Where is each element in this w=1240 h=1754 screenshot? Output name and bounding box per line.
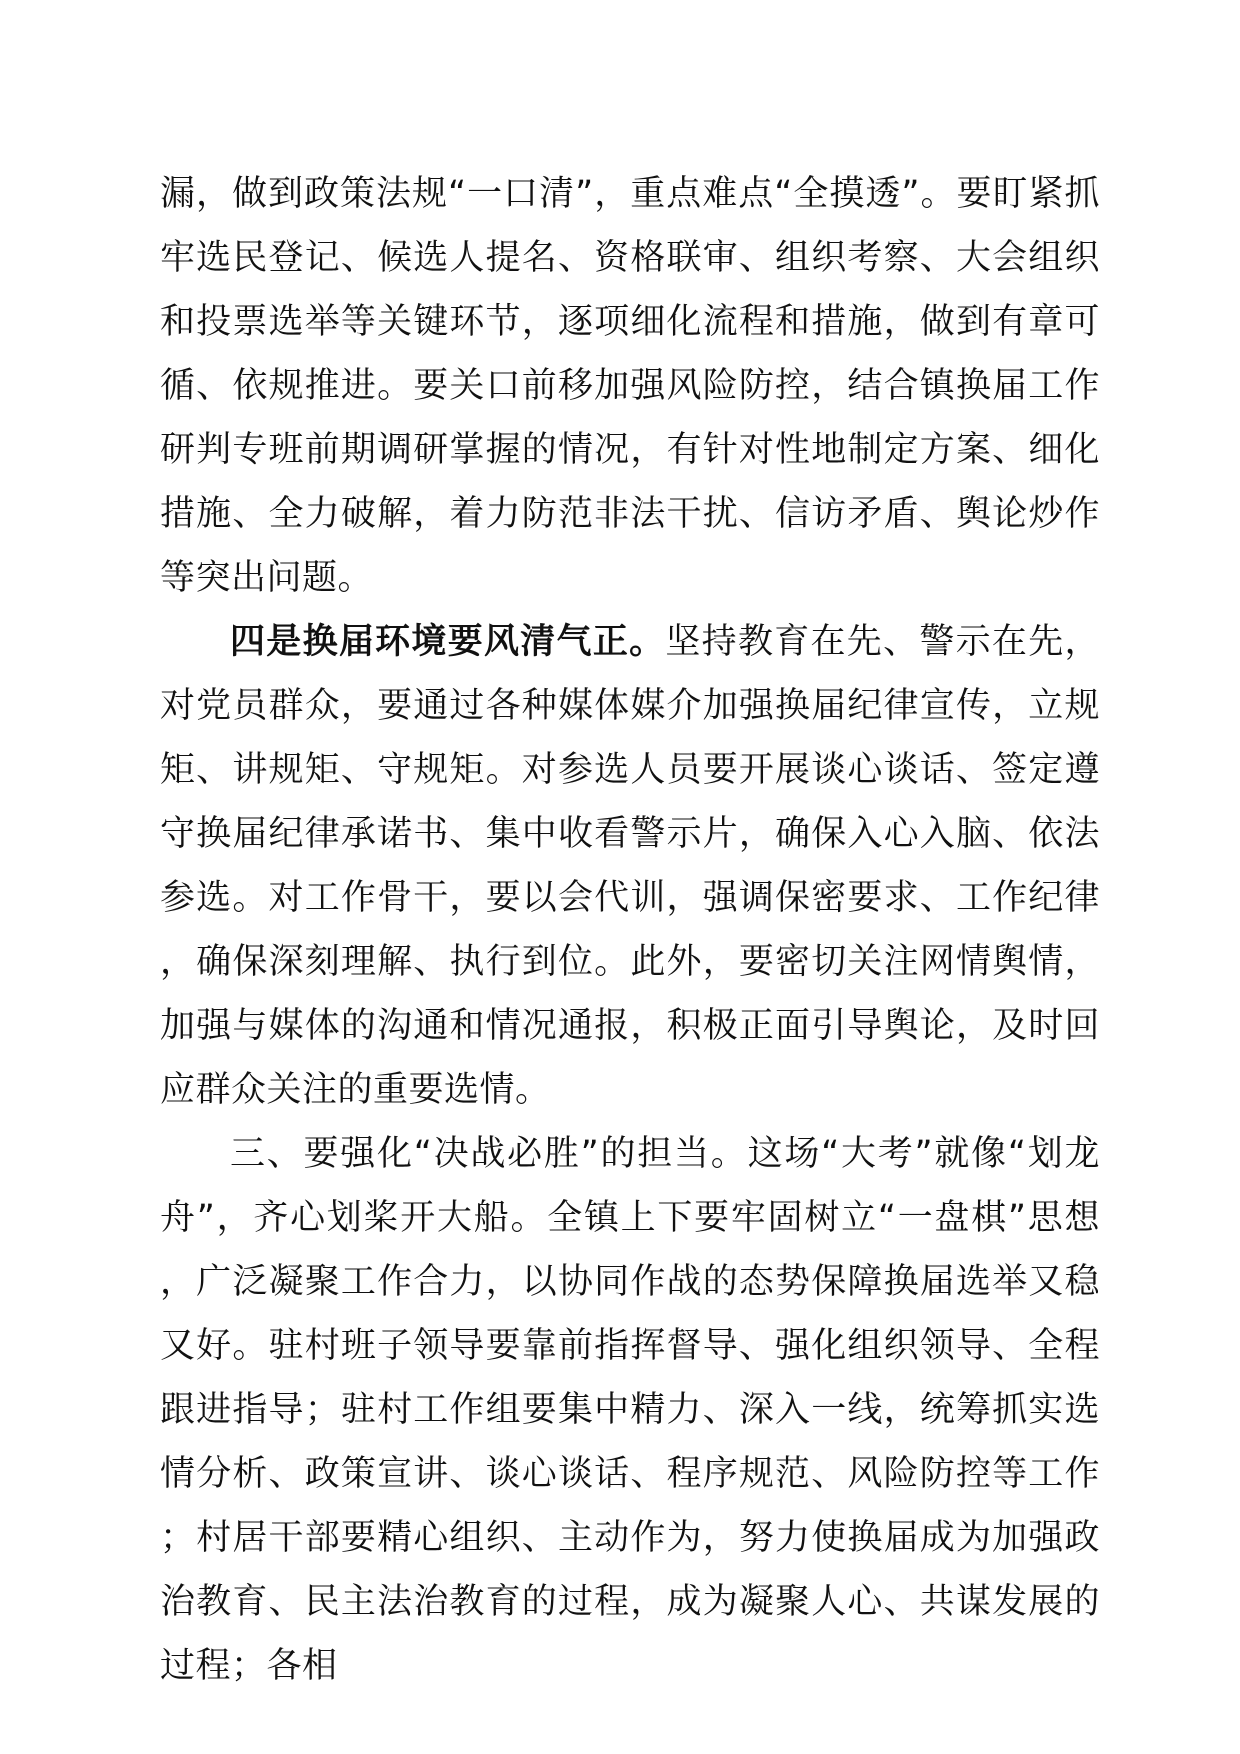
paragraph-text: 漏，做到政策法规“一口清”，重点难点“全摸透”。要盯紧抓牢选民登记、候选人提名、资格联审、组织考察、大会组织和投票选举等关键环节，逐项细化流程和措施，做到有章可循、依规推进。要关口前移加强风险防控，结合镇换届工作研判专班前期调研掌握的情况，有针对性地制定方案、细化措施、全力破解，着力防范非法干扰、信访矛盾、舆论炒作等突出问题。 [160,174,1100,598]
paragraph-election-environment [160,610,1100,1122]
paragraph-text: 坚持教育在先、警示在先，对党员群众，要通过各种媒体媒介加强换届纪律宣传，立规矩、讲规矩、守规矩。对参选人员要开展谈心谈话、签定遵守换届纪律承诺书、集中收看警示片，确保入心入脑、依法参选。对工作骨干，要以会代训，强调保密要求、工作纪律，确保深刻理解、执行到位。此外，要密切关注网情舆情，加强与媒体的沟通和情况通报，积极正面引导舆论，及时回应群众关注的重要选情。 [160,622,1100,1110]
paragraph-section-three [160,1122,1100,1698]
paragraph-text: 三、要强化“决战必胜”的担当。这场“大考”就像“划龙舟”，齐心划桨开大船。全镇上下要牢固树立“一盘棋”思想，广泛凝聚工作合力，以协同作战的态势保障换届选举又稳又好。驻村班子领导要靠前指挥督导、强化组织领导、全程跟进指导；驻村工作组要集中精力、深入一线，统筹抓实选情分析、政策宣讲、谈心谈话、程序规范、风险防控等工作；村居干部要精心组织、主动作为，努力使换届成为加强政治教育、民主法治教育的过程，成为凝聚人心、共谋发展的过程；各相 [160,1134,1100,1686]
body-text [160,162,1100,1698]
paragraph-lead-heading: 四是换届环境要风清气正。 [230,622,666,662]
paragraph-continuation [160,162,1100,610]
